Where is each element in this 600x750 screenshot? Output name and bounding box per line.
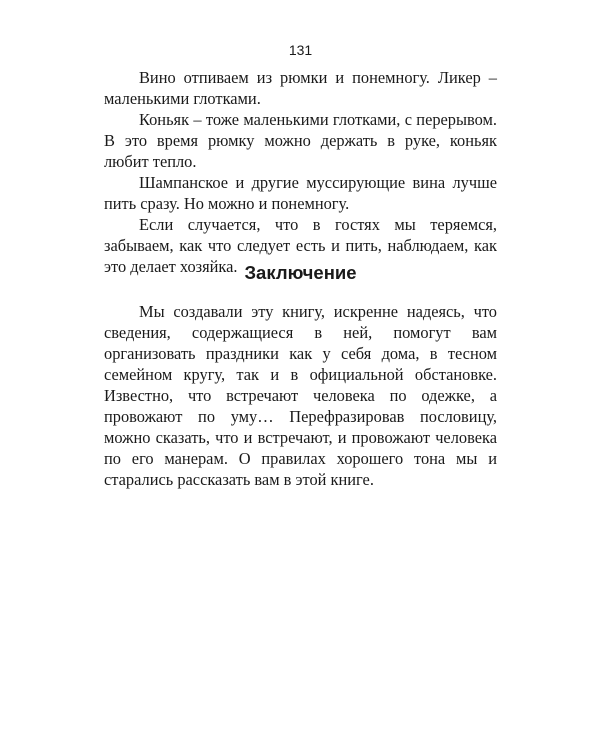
paragraph-champagne: Шампанское и другие муссирующие вина лучше пить сразу. Но можно и понемногу. xyxy=(104,173,497,213)
conclusion-text-block xyxy=(104,301,497,490)
book-page xyxy=(104,0,497,750)
page-number: 131 xyxy=(288,42,313,58)
paragraph-wine: Вино отпиваем из рюмки и понемногу. Ликер – маленькими глотками. xyxy=(104,68,497,108)
paragraph-cognac: Коньяк – тоже маленькими глотками, с перерывом. В это время рюмку можно держать в руке, коньяк любит тепло. xyxy=(104,110,497,171)
section-heading: Заключение xyxy=(244,262,357,283)
paragraph-hostess: Если случается, что в гостях мы теряемся, забываем, как что следует есть и пить, наблюдаем, как это делает хозяйка. xyxy=(104,215,497,276)
paragraph-conclusion: Мы создавали эту книгу, искренне надеясь, что сведения, содержащиеся в ней, помогут вам организовать праздники как у себя дома, в тесном семейном кругу, так и в официальной обстановке. Известно, что встречают человека по одежке, а провожают по уму… Перефразировав пословицу, можно сказать, что и встречают, и провожают человека по его манерам. О правилах хорошего тона мы и старались рассказать вам в этой книге. xyxy=(104,302,497,489)
text-block-before-conclusion xyxy=(104,67,497,277)
